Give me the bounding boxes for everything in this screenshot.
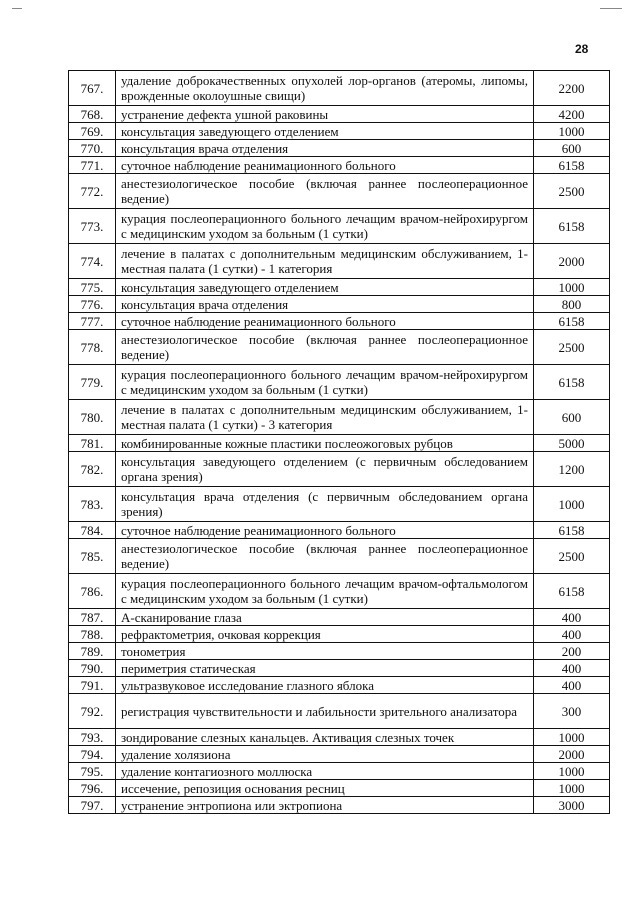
service-name: консультация заведующего отделением bbox=[116, 279, 534, 296]
service-name: суточное наблюдение реанимационного больного bbox=[116, 313, 534, 330]
service-name: анестезиологическое пособие (включая раннее послеоперационное ведение) bbox=[116, 174, 534, 209]
row-number: 794. bbox=[69, 746, 116, 763]
page-number: 28 bbox=[575, 42, 589, 56]
service-price: 400 bbox=[534, 660, 610, 677]
row-number: 777. bbox=[69, 313, 116, 330]
table-row bbox=[69, 330, 610, 365]
service-price: 6158 bbox=[534, 313, 610, 330]
row-number: 791. bbox=[69, 677, 116, 694]
table-row bbox=[69, 574, 610, 609]
service-name: устранение энтропиона или эктропиона bbox=[116, 797, 534, 814]
service-price: 4200 bbox=[534, 106, 610, 123]
row-number: 771. bbox=[69, 157, 116, 174]
service-price: 3000 bbox=[534, 797, 610, 814]
table-row bbox=[69, 539, 610, 574]
row-number: 783. bbox=[69, 487, 116, 522]
table-row bbox=[69, 313, 610, 330]
row-number: 767. bbox=[69, 71, 116, 106]
table-row bbox=[69, 609, 610, 626]
row-number: 779. bbox=[69, 365, 116, 400]
row-number: 787. bbox=[69, 609, 116, 626]
row-number: 778. bbox=[69, 330, 116, 365]
row-number: 773. bbox=[69, 209, 116, 244]
table-row bbox=[69, 400, 610, 435]
table-row bbox=[69, 174, 610, 209]
row-number: 790. bbox=[69, 660, 116, 677]
service-name: лечение в палатах с дополнительным медицинским обслуживанием, 1-местная палата (1 сутки) - 3 категория bbox=[116, 400, 534, 435]
service-name: суточное наблюдение реанимационного больного bbox=[116, 522, 534, 539]
service-name: удаление контагиозного моллюска bbox=[116, 763, 534, 780]
service-price: 2500 bbox=[534, 174, 610, 209]
service-price: 400 bbox=[534, 609, 610, 626]
price-list-body bbox=[69, 71, 610, 814]
table-row bbox=[69, 487, 610, 522]
service-name: курация послеоперационного больного лечащим врачом-нейрохирургом с медицинским уходом за больным (1 сутки) bbox=[116, 365, 534, 400]
service-name: периметрия статическая bbox=[116, 660, 534, 677]
row-number: 784. bbox=[69, 522, 116, 539]
row-number: 786. bbox=[69, 574, 116, 609]
service-price: 6158 bbox=[534, 574, 610, 609]
service-price: 600 bbox=[534, 400, 610, 435]
service-price: 2200 bbox=[534, 71, 610, 106]
service-name: анестезиологическое пособие (включая раннее послеоперационное ведение) bbox=[116, 539, 534, 574]
row-number: 768. bbox=[69, 106, 116, 123]
table-row bbox=[69, 643, 610, 660]
service-price: 1000 bbox=[534, 729, 610, 746]
table-row bbox=[69, 780, 610, 797]
service-price: 6158 bbox=[534, 209, 610, 244]
row-number: 797. bbox=[69, 797, 116, 814]
table-row bbox=[69, 106, 610, 123]
table-row bbox=[69, 694, 610, 729]
row-number: 774. bbox=[69, 244, 116, 279]
table-row bbox=[69, 71, 610, 106]
service-name: рефрактометрия, очковая коррекция bbox=[116, 626, 534, 643]
table-row bbox=[69, 452, 610, 487]
table-row bbox=[69, 244, 610, 279]
table-row bbox=[69, 123, 610, 140]
service-price: 400 bbox=[534, 626, 610, 643]
row-number: 781. bbox=[69, 435, 116, 452]
service-name: консультация заведующего отделением bbox=[116, 123, 534, 140]
service-name: иссечение, репозиция основания ресниц bbox=[116, 780, 534, 797]
service-name: консультация врача отделения bbox=[116, 296, 534, 313]
table-row bbox=[69, 746, 610, 763]
service-name: консультация врача отделения bbox=[116, 140, 534, 157]
service-price: 1000 bbox=[534, 780, 610, 797]
service-price: 1000 bbox=[534, 487, 610, 522]
service-name: курация послеоперационного больного лечащим врачом-нейрохирургом с медицинским уходом за больным (1 сутки) bbox=[116, 209, 534, 244]
row-number: 792. bbox=[69, 694, 116, 729]
row-number: 788. bbox=[69, 626, 116, 643]
table-row bbox=[69, 522, 610, 539]
service-price: 2500 bbox=[534, 539, 610, 574]
row-number: 796. bbox=[69, 780, 116, 797]
table-row bbox=[69, 296, 610, 313]
row-number: 775. bbox=[69, 279, 116, 296]
table-row bbox=[69, 365, 610, 400]
service-price: 6158 bbox=[534, 365, 610, 400]
service-name: удаление доброкачественных опухолей лор-органов (атеромы, липомы, врожденные околоушные свищи) bbox=[116, 71, 534, 106]
service-price: 1000 bbox=[534, 763, 610, 780]
row-number: 780. bbox=[69, 400, 116, 435]
row-number: 789. bbox=[69, 643, 116, 660]
service-price: 6158 bbox=[534, 157, 610, 174]
service-price: 400 bbox=[534, 677, 610, 694]
price-list-table bbox=[68, 70, 610, 814]
service-name: анестезиологическое пособие (включая раннее послеоперационное ведение) bbox=[116, 330, 534, 365]
service-name: суточное наблюдение реанимационного больного bbox=[116, 157, 534, 174]
service-name: А-сканирование глаза bbox=[116, 609, 534, 626]
service-name: лечение в палатах с дополнительным медицинским обслуживанием, 1-местная палата (1 сутки) - 1 категория bbox=[116, 244, 534, 279]
service-price: 2500 bbox=[534, 330, 610, 365]
table-row bbox=[69, 660, 610, 677]
table-row bbox=[69, 435, 610, 452]
table-row bbox=[69, 279, 610, 296]
service-name: комбинированные кожные пластики послеожоговых рубцов bbox=[116, 435, 534, 452]
service-price: 600 bbox=[534, 140, 610, 157]
service-price: 2000 bbox=[534, 244, 610, 279]
table-row bbox=[69, 157, 610, 174]
row-number: 770. bbox=[69, 140, 116, 157]
row-number: 772. bbox=[69, 174, 116, 209]
row-number: 785. bbox=[69, 539, 116, 574]
row-number: 782. bbox=[69, 452, 116, 487]
service-name: консультация врача отделения (с первичным обследованием органа зрения) bbox=[116, 487, 534, 522]
service-name: тонометрия bbox=[116, 643, 534, 660]
service-name: зондирование слезных канальцев. Активация слезных точек bbox=[116, 729, 534, 746]
service-price: 800 bbox=[534, 296, 610, 313]
service-name: консультация заведующего отделением (с первичным обследованием органа зрения) bbox=[116, 452, 534, 487]
service-name: регистрация чувствительности и лабильности зрительного анализатора bbox=[116, 694, 534, 729]
table-row bbox=[69, 140, 610, 157]
service-price: 300 bbox=[534, 694, 610, 729]
row-number: 769. bbox=[69, 123, 116, 140]
row-number: 795. bbox=[69, 763, 116, 780]
row-number: 776. bbox=[69, 296, 116, 313]
table-row bbox=[69, 797, 610, 814]
service-price: 5000 bbox=[534, 435, 610, 452]
table-row bbox=[69, 626, 610, 643]
service-name: устранение дефекта ушной раковины bbox=[116, 106, 534, 123]
service-name: ультразвуковое исследование глазного яблока bbox=[116, 677, 534, 694]
service-price: 200 bbox=[534, 643, 610, 660]
table-row bbox=[69, 729, 610, 746]
service-price: 6158 bbox=[534, 522, 610, 539]
table-row bbox=[69, 209, 610, 244]
service-price: 2000 bbox=[534, 746, 610, 763]
row-number: 793. bbox=[69, 729, 116, 746]
service-price: 1200 bbox=[534, 452, 610, 487]
service-name: удаление холязиона bbox=[116, 746, 534, 763]
service-price: 1000 bbox=[534, 123, 610, 140]
table-row bbox=[69, 763, 610, 780]
table-row bbox=[69, 677, 610, 694]
service-price: 1000 bbox=[534, 279, 610, 296]
service-name: курация послеоперационного больного лечащим врачом-офтальмологом с медицинским уходом за больным (1 сутки) bbox=[116, 574, 534, 609]
scan-artifact-left bbox=[12, 8, 22, 9]
scan-artifact-right bbox=[600, 8, 622, 9]
